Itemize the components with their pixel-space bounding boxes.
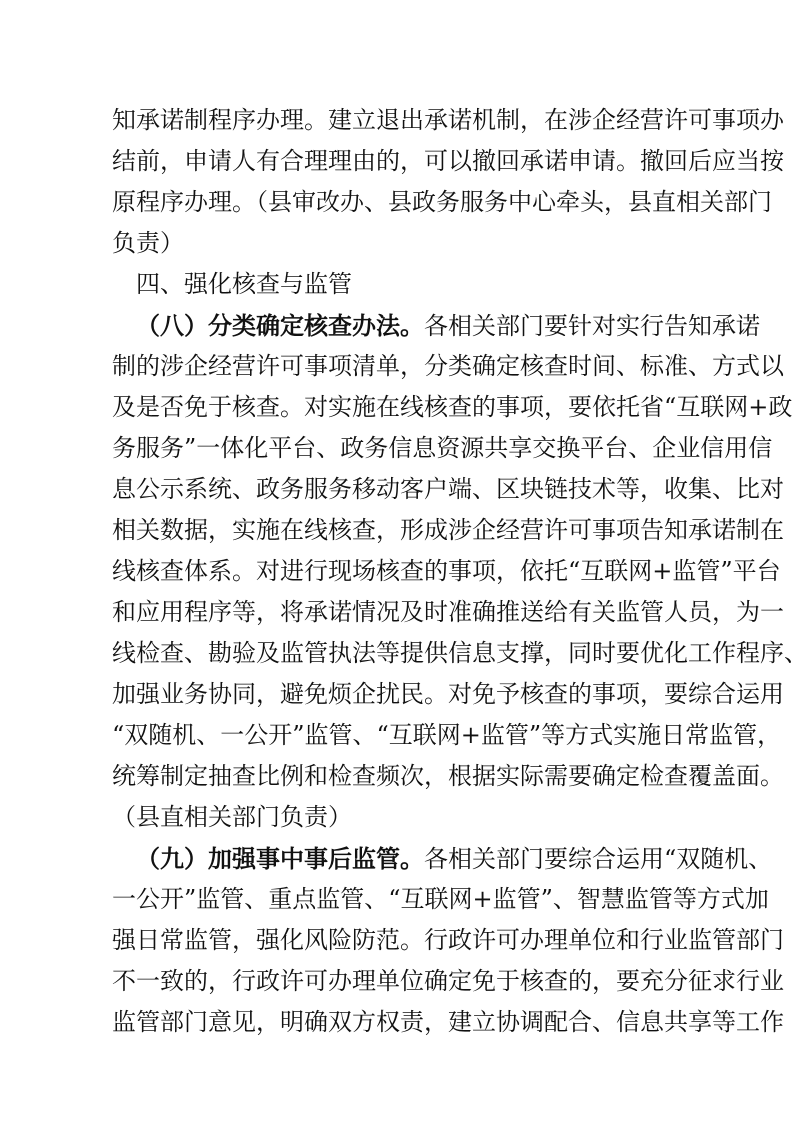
text-line: 强日常监管，强化风险防范。行政许可办理单位和行业监管部门 [112, 926, 784, 954]
text-line: 知承诺制程序办理。建立退出承诺机制，在涉企经营许可事项办 [112, 106, 784, 134]
text-line: 原程序办理。（县审改办、县政务服务中心牵头，县直相关部门 [112, 188, 772, 216]
text-line: 制的涉企经营许可事项清单，分类确定核查时间、标准、方式以 [112, 352, 784, 380]
text-line: 加强业务协同，避免烦企扰民。对免予核查的事项，要综合运用 [112, 680, 784, 708]
text-line: 相关数据，实施在线核查，形成涉企经营许可事项告知承诺制在 [112, 516, 784, 544]
text-line: 不一致的，行政许可办理单位确定免于核查的，要充分征求行业 [112, 967, 784, 995]
text-line: 务服务”一体化平台、政务信息资源共享交换平台、企业信用信 [112, 434, 773, 462]
document-body [112, 100, 808, 1043]
text-line: 线检查、勘验及监管执法等提供信息支撑，同时要优化工作程序、 [112, 639, 808, 667]
text-line: “双随机、一公开”监管、“互联网+监管”等方式实施日常监管， [112, 721, 782, 749]
text-line: 一公开”监管、重点监管、“互联网+监管”、智慧监管等方式加 [112, 885, 769, 913]
text-line: 结前，申请人有合理理由的，可以撤回承诺申请。撤回后应当按 [112, 147, 784, 175]
text-line: 和应用程序等，将承诺情况及时准确推送给有关监管人员，为一 [112, 598, 784, 626]
text-line: （县直相关部门负责） [112, 803, 352, 831]
text-line: 负责） [112, 229, 184, 257]
paragraph-9-title: （九）加强事中事后监管。 [136, 844, 424, 873]
text-line: 统筹制定抽查比例和检查频次，根据实际需要确定检查覆盖面。 [112, 762, 784, 790]
section-heading: 四、强化核查与监管 [136, 270, 352, 298]
paragraph-8-first-line [112, 305, 760, 346]
text-line: 监管部门意见，明确双方权责，建立协调配合、信息共享等工作 [112, 1008, 784, 1036]
paragraph-9-lead: 各相关部门要综合运用“双随机、 [424, 845, 773, 873]
paragraph-8-lead: 各相关部门要针对实行告知承诺 [424, 312, 760, 340]
paragraph-9-first-line [112, 838, 773, 879]
text-line: 及是否免于核查。对实施在线核查的事项，要依托省“互联网+政 [112, 393, 793, 421]
paragraph-8-title: （八）分类确定核查办法。 [136, 311, 424, 340]
text-line: 线核查体系。对进行现场核查的事项，依托“互联网+监管”平台 [112, 557, 781, 585]
text-line: 息公示系统、政务服务移动客户端、区块链技术等，收集、比对 [112, 475, 784, 503]
